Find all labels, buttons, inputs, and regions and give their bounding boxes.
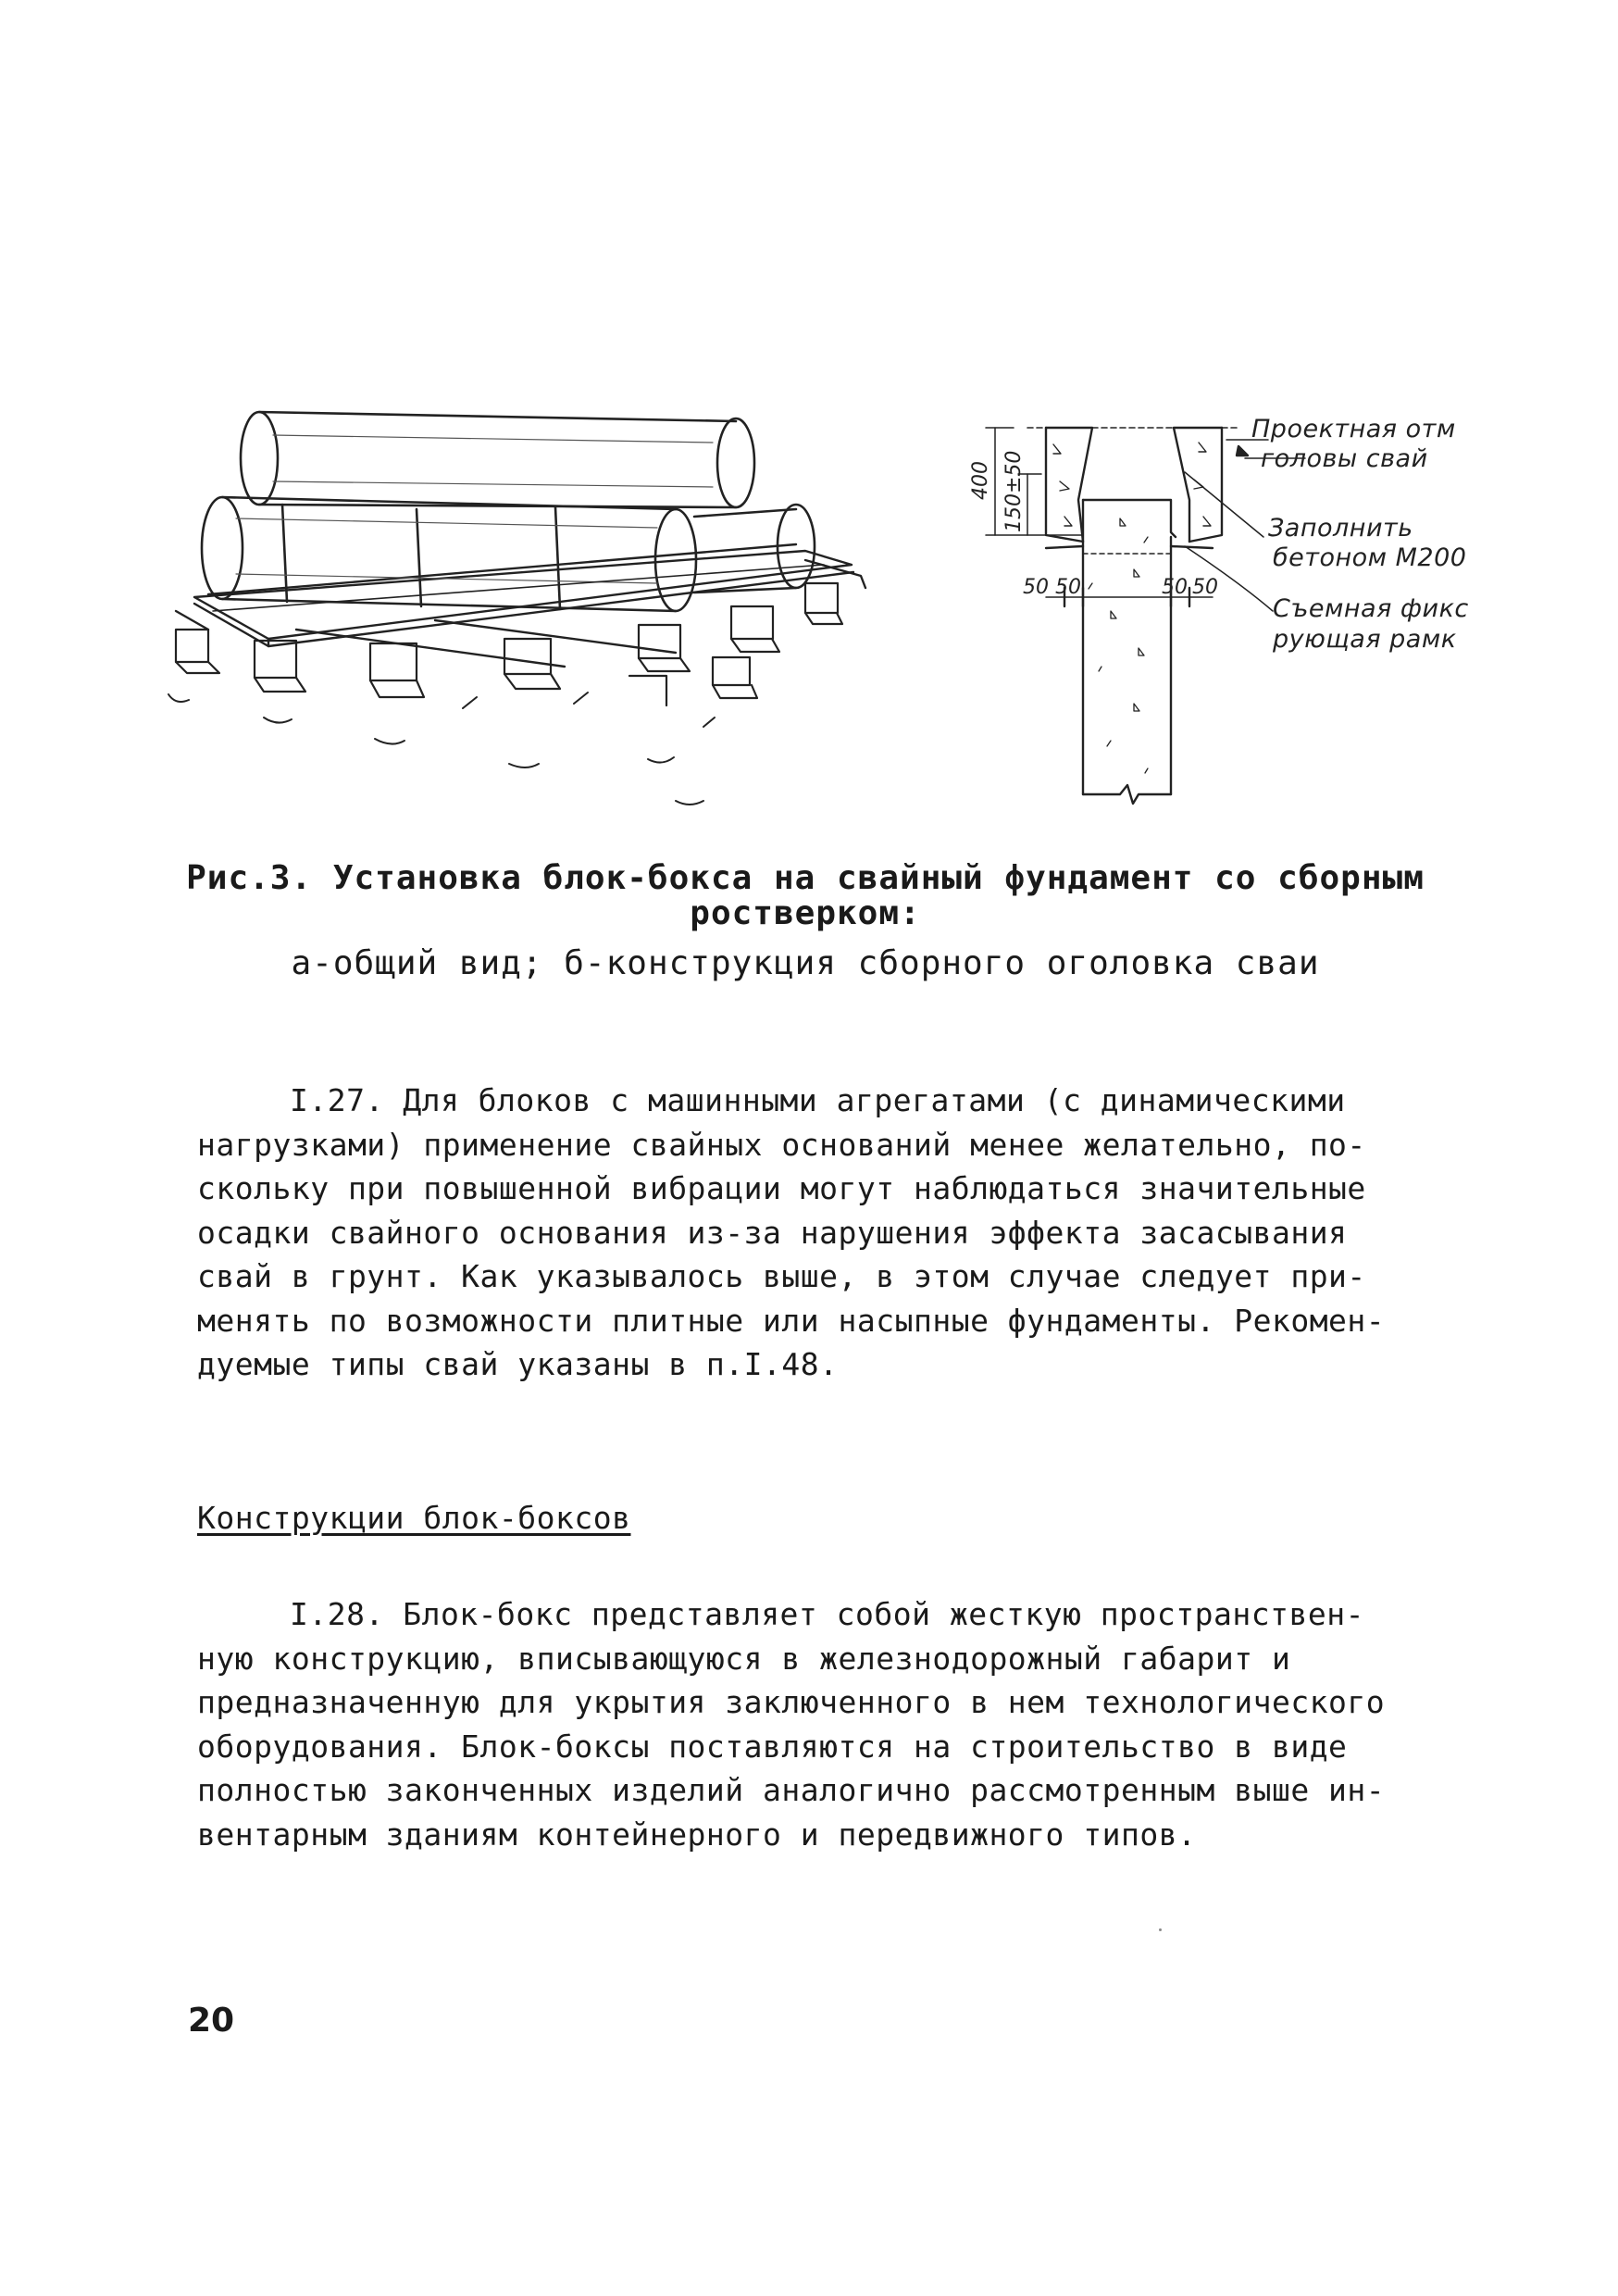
paragraph-line: скольку при повышенной вибрации могут наблюдаться значительные bbox=[197, 1170, 1366, 1206]
dim-150: 150±50 bbox=[1002, 450, 1026, 532]
label-design-mark-2: головы свай bbox=[1261, 444, 1428, 473]
paragraph-line: I.27. Для блоков с машинными агрегатами (с динамическими bbox=[290, 1082, 1346, 1118]
figure-3 bbox=[157, 398, 1490, 833]
dim-400: 400 bbox=[969, 461, 992, 500]
caption-title-line-1: Рис.3. Установка блок-бокса на свайный фундамент со сборным bbox=[186, 859, 1425, 897]
paragraph-line: менять по возможности плитные или насыпные фундаменты. Рекомен- bbox=[197, 1302, 1386, 1339]
paragraph-line: оборудования. Блок-боксы поставляются на строительство в виде bbox=[197, 1728, 1348, 1765]
page-number: 20 bbox=[188, 2002, 235, 2040]
paragraph-line: свай в грунт. Как указывалось выше, в этом случае следует при- bbox=[197, 1258, 1366, 1294]
paragraph-line: осадки свайного основания из-за нарушения эффекта засасывания bbox=[197, 1214, 1348, 1251]
label-fill-2: бетоном М200 bbox=[1273, 543, 1467, 572]
paragraph-line: дуемые типы свай указаны в п.I.48. bbox=[197, 1346, 839, 1382]
paragraph-line: ную конструкцию, вписывающуюся в железнодорожный габарит и bbox=[197, 1640, 1291, 1677]
paragraph-1-27 bbox=[197, 1079, 1386, 1387]
pile-head-section bbox=[986, 428, 1305, 804]
paragraph-1-28 bbox=[197, 1592, 1386, 1856]
dim-50-c: 50 bbox=[1162, 576, 1188, 599]
label-design-mark-1: Проектная отм bbox=[1251, 415, 1456, 443]
dim-50-b: 50 bbox=[1055, 576, 1081, 599]
scan-speck bbox=[1159, 1928, 1162, 1931]
label-fill-1: Заполнить bbox=[1268, 514, 1413, 543]
paragraph-line: I.28. Блок-бокс представляет собой жесткую пространствен- bbox=[290, 1596, 1364, 1632]
section-heading: Конструкции блок-боксов bbox=[197, 1500, 631, 1536]
general-view-illustration bbox=[168, 412, 865, 805]
figure-caption-title bbox=[148, 861, 1462, 931]
dim-50-a: 50 bbox=[1023, 576, 1049, 599]
paragraph-line: полностью законченных изделий аналогично рассмотренным выше ин- bbox=[197, 1772, 1386, 1808]
figure-caption-subtitle: а-общий вид; б-конструкция сборного оголовка сваи bbox=[291, 944, 1320, 982]
label-frame-2: рующая рамк bbox=[1273, 625, 1457, 654]
dim-50-d: 50 bbox=[1192, 576, 1218, 599]
paragraph-line: вентарным зданиям контейнерного и передвижного типов. bbox=[197, 1816, 1197, 1853]
caption-title-line-2: ростверком: bbox=[690, 894, 921, 932]
paragraph-line: нагрузками) применение свайных оснований менее желательно, по- bbox=[197, 1126, 1366, 1163]
label-frame-1: Съемная фикс bbox=[1273, 594, 1469, 623]
paragraph-line: предназначенную для укрытия заключенного в нем технологического bbox=[197, 1684, 1386, 1720]
